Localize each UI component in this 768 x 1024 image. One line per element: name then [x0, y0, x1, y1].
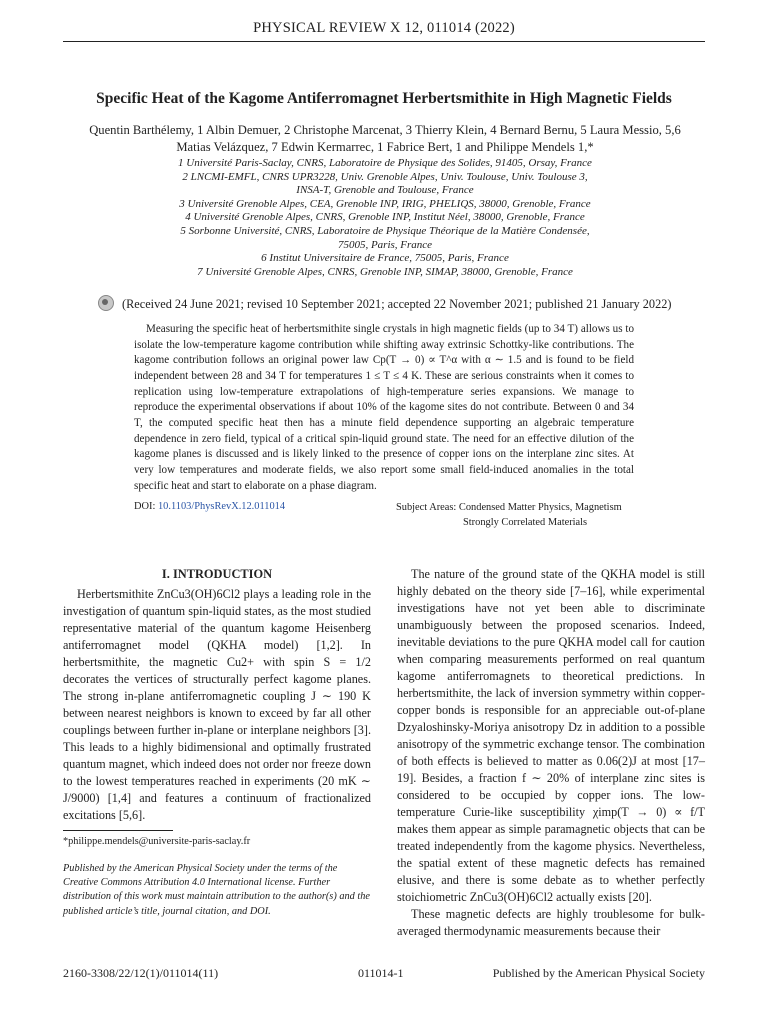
paper-title: Specific Heat of the Kagome Antiferromagnet Herbertsmithite in High Magnetic Fields: [96, 90, 672, 107]
check-for-updates-icon[interactable]: [98, 295, 114, 311]
corresponding-author-footnote: *philippe.mendels@universite-paris-saclay.fr: [63, 836, 251, 847]
page-number: 011014-1: [358, 966, 404, 980]
affiliation-line: 5 Sorbonne Université, CNRS, Laboratoire de Physique Théorique de la Matière Condensée,: [180, 224, 590, 237]
authors-line-1: Quentin Barthélemy, 1 Albin Demuer, 2 Christophe Marcenat, 3 Thierry Klein, 4 Bernard Bernu, 5 Laura Messio, 5,6: [89, 123, 681, 137]
subject-label: Subject Areas:: [396, 502, 457, 513]
subject-areas: [396, 501, 622, 530]
right-column: [397, 566, 705, 940]
affiliation-line: 4 Université Grenoble Alpes, CNRS, Grenoble INP, Institut Néel, 38000, Grenoble, France: [185, 211, 585, 224]
header-rule: [63, 41, 705, 42]
author-list: [70, 122, 700, 156]
doi-link[interactable]: 10.1103/PhysRevX.12.011014: [157, 501, 286, 512]
subject-line-1: Condensed Matter Physics, Magnetism: [458, 502, 622, 513]
authors-line-2: Matias Velázquez, 7 Edwin Kermarrec, 1 Fabrice Bert, 1 and Philippe Mendels 1,*: [176, 140, 594, 154]
intro-paragraph: Herbertsmithite ZnCu3(OH)6Cl2 plays a leading role in the investigation of quantum spin-liquid states, as the most studied representative material of the quantum kagome Heisenberg antiferromagnet model (QKHA model) [1,2]. In herbertsmithite, the magnetic Cu2+ with spin S = 1/2 decorates the vertices of structurally perfect kagome planes. The strong in-plane antiferromagnetic coupling J ∼ 190 K between nearest neighbors is known to exceed by far all other couplings between further in-plane or interplane neighbors [3]. This leads to a highly bidimensional and optimally frustrated quantum magnet, which indeed does not order nor freeze down to the lowest temperatures reached in experiments (20 mK ∼ J/9000) [1,4] and features a continuum of fractionalized excitations [5,6].: [63, 587, 371, 822]
subject-line-2: Strongly Correlated Materials: [463, 516, 588, 528]
affiliation-line: 2 LNCMI-EMFL, CNRS UPR3228, Univ. Grenoble Alpes, Univ. Toulouse, Univ. Toulouse 3,: [182, 170, 588, 183]
footnote-rule: [63, 830, 173, 831]
affiliation-line: 7 Université Grenoble Alpes, CNRS, Grenoble INP, SIMAP, 38000, Grenoble, France: [197, 265, 573, 278]
affiliation-line: 1 Université Paris-Saclay, CNRS, Laboratoire de Physique des Solides, 91405, Orsay, France: [178, 157, 592, 169]
affiliations: [70, 157, 700, 279]
affiliation-line: 3 Université Grenoble Alpes, CEA, Grenoble INP, IRIG, PHELIQS, 38000, Grenoble, France: [179, 197, 591, 210]
journal-header: PHYSICAL REVIEW X 12, 011014 (2022): [253, 20, 515, 36]
received-text: (Received 24 June 2021; revised 10 September 2021; accepted 22 November 2021; published 21 January 2022): [122, 297, 672, 311]
body-paragraph: These magnetic defects are highly troublesome for bulk-averaged thermodynamic measurements because their: [397, 907, 705, 938]
abstract: Measuring the specific heat of herbertsmithite single crystals in high magnetic fields (up to 34 T) allows us to isolate the low-temperature kagome contribution while shifting away extrinsic Schottky-like contributions. The kagome contribution follows an original power law Cp(T → 0) ∝ T^α with α ∼ 1.5 and is found to be field independent between 28 and 34 T for temperatures 1 ≤ T ≤ 4 K. These are serious constraints when it comes to replication using low-temperature extrapolations of high-temperature series expansions. We manage to reproduce the experimental observations if about 10% of the kagome sites do not contribute. Between 0 and 34 T, the computed specific heat then has a minute field dependence supporting an algebraic temperature dependence in zero field, typical of a critical spin-liquid ground state. The need for an effective dilution of the kagome planes is discussed and is likely linked to the presence of copper ions on the interplane zinc sites. At very low temperatures and moderate fields, we also report some small field-induced anomalies in the total specific heat and start to elaborate on a phase diagram.: [134, 323, 634, 492]
body-paragraph: The nature of the ground state of the QKHA model is still highly debated on the theory side [7–16], while experimental investigations have not yet been able to discriminate unambiguously between the proposed scenarios. Indeed, inevitable deviations to the pure QKHA model call for caution when comparing measurements performed on real quantum kagome antiferromagnets to theoretical predictions. In herbertsmithite, the lack of inversion symmetry within copper-copper bonds is responsible for an appreciable out-of-plane Dzyaloshinsky-Moriya anisotropy Dz in addition to a possible anisotropy of the symmetric exchange tensor. The combination of both effects is believed to matter as 0.06(2)J at most [17–19]. Besides, a fraction f ∼ 20% of interplane zinc sites is considered to be occupied by copper ions. The low-temperature Curie-like susceptibility χimp(T → 0) ∝ f/T makes them appear as simple paramagnetic objects that can be treated independently from the kagome physics. Nevertheless, the spatial extent of these magnetic defects has remained elusive, and there is some debate as to whether perfectly stoichiometric ZnCu3(OH)6Cl2 actually exists [20].: [397, 567, 705, 904]
license-notice: Published by the American Physical Society under the terms of the Creative Commons Attribution 4.0 International license. Further distribution of this work must maintain attribution to the author(s) and the published article’s title, journal citation, and DOI.: [63, 863, 370, 917]
doi-row: [134, 501, 285, 512]
doi-label: DOI:: [134, 501, 156, 512]
affiliation-line: 75005, Paris, France: [337, 238, 433, 251]
publisher-footer: Published by the American Physical Society: [492, 966, 705, 980]
affiliation-line: 6 Institut Universitaire de France, 75005, Paris, France: [261, 252, 509, 265]
affiliation-line: INSA-T, Grenoble and Toulouse, France: [296, 184, 474, 197]
left-column: [63, 566, 371, 824]
issn-footer: 2160-3308/22/12(1)/011014(11): [63, 966, 219, 980]
received-dates: [98, 295, 708, 312]
section-heading: I. INTRODUCTION: [161, 567, 273, 581]
